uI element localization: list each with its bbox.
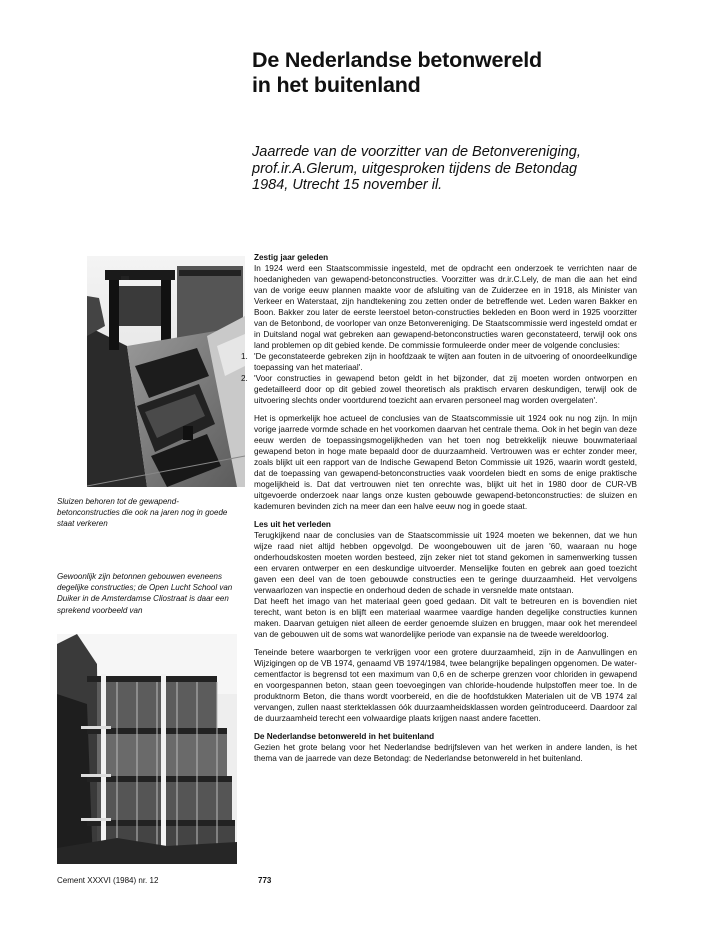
item-number: 1. (241, 352, 248, 361)
paragraph: Het is opmerkelijk hoe actueel de conclusies van de Staatscommissie uit 1924 ook nu nog zijn. In mijn vorige jaarrede vormde schade en het voorkomen daarvan het centrale thema. Ook in het begin van deze eeuw werden de toepassingsmogelijkheden van het toen nog betrekkelijk nieuwe bouwmateriaal gewapend beton in hoge mate bepaald door de duurzaamheid. Vertrouwen was er echter zonder meer, zoals blijkt uit een rapport van de Indische Gewapend Beton Commissie uit 1926, waarin wordt gesteld, dat de toepassing van gewapend-betonconstructies vaak voordelen biedt en soms de enige praktische mogelijkheid is. Dat dat vertrouwen niet ten onrechte was, blijkt uit het in 1980 door de CUR-VB uitgevoerde onderzoek naar langs onze kusten gebouwde gewapend-betonconstructies: de sluizen en kademuren bevinden zich na meer dan een halve eeuw nog in goede staat. (254, 414, 637, 511)
journal-reference: Cement XXXVI (1984) nr. 12 (57, 876, 159, 885)
section-heading-zestig-jaar: Zestig jaar geleden (254, 253, 329, 262)
subtitle-line-2: prof.ir.A.Glerum, uitgesproken tijdens de Betondag (252, 160, 578, 177)
section-heading-les-uit-het-verleden: Les uit het verleden (254, 520, 331, 529)
body-column (241, 252, 637, 764)
school-photo-caption: Gewoonlijk zijn betonnen gebouwen eveneens degelijke constructies; de Open Lucht School van Duiker in de Amsterdamse Cliostraat is daar een sprekend voorbeeld van (57, 572, 233, 615)
section-heading-buitenland: De Nederlandse betonwereld in het buitenland (254, 732, 435, 741)
lock-photo (87, 256, 245, 487)
conclusion-item-2 (241, 373, 637, 406)
paragraph: Teneinde betere waarborgen te verkrijgen voor een grotere duurzaamheid, zijn in de Aanvullingen en Wijzigingen op de VB 1974, genaamd VB 1974/1984, twee belangrijke bepalingen opgenomen. De water-cementfactor is begrensd tot een maximum van 0,6 en de scherpe grenzen voor chloriden in gewapend en voorgespannen beton, staan geen toevoegingen van chloride-houdende hulpstoffen meer toe. In de produktnorm Beton, die thans wordt voorbereid, en die de hoofdstukken Materialen uit de VB 1974 zal vervangen, zullen naast sterkteklassen óók duurzaamheidsklassen worden geïntroduceerd. Daardoor zal de duurzaamheid terecht een volwaardige plaats krijgen naast andere facetten. (254, 648, 637, 723)
page-number: 773 (258, 876, 272, 885)
item-text: 'De geconstateerde gebreken zijn in hoofdzaak te wijten aan fouten in de uitvoering of onoordeelkundige toepassing van het materiaal'. (254, 352, 637, 372)
paragraph: In 1924 werd een Staatscommissie ingesteld, met de opdracht een onderzoek te verrichten naar de hoedanigheden van gewapend-betonconstructies. Voorzitter was dr.ir.C.Lely, de man die aan het eind van de vorige eeuw plannen maakte voor de afsluiting van de Zuiderzee en in 1918, als Minister van Verkeer en Waterstaat, zijn handtekening zou zetten onder de betreffende wet. Leden waren Bakker en Boon. Bakker zou later de eerste leerstoel beton-constructies bekleden en Boon werd in 1925 voorzitter van de Betonbond, de voorloper van onze Betonvereniging. De Staatscommissie werd ingesteld omdat er in Duitsland nogal wat gebreken aan gewapend-betonconstructies waren geconstateerd, terwijl ook ons land problemen op dit gebied kende. De commissie formuleerde onder meer de volgende conclusies: (254, 264, 637, 350)
subtitle-line-3: 1984, Utrecht 15 november il. (252, 177, 443, 193)
subtitle-line-1: Jaarrede van de voorzitter van de Betonvereniging, (252, 144, 581, 160)
school-photo-image (57, 634, 237, 864)
paragraph: Terugkijkend naar de conclusies van de Staatscommissie uit 1924 moeten we bekennen, dat we hun wijze raad niet altijd hebben opgevolgd. De woongebouwen uit de jaren '60, waaraan nu hoge onderhoudskosten moeten worden besteed, zijn zeker niet tot stand gekomen in samenwerking tussen een ervaren ontwerper en een deskundige uitvoerder. Menselijke fouten en gebrek aan goed toezicht gaven een deel van de toen gebouwde constructies een te geringe duurzaamheid. Het vervolgens verwaarlozen van inspectie en onderhoud deden de schade in versnelde mate ontstaan. (254, 531, 637, 595)
paragraph: Gezien het grote belang voor het Nederlandse bedrijfsleven van het werken in andere landen, is het thema van de jaarrede van deze Betondag: de Nederlandse betonwereld in het buitenland. (254, 743, 637, 763)
lock-photo-image (87, 256, 245, 487)
article-title (252, 48, 672, 98)
paragraph: Dat heeft het imago van het materiaal geen goed gedaan. Dit valt te betreuren en is bovendien niet terecht, want beton is en blijft een materiaal waarmee vaardige handen degelijke constructies kunnen maken. Daarvan getuigen niet alleen de eerder genoemde sluizen en bruggen, maar ook het merendeel van de gebouwen uit de soms wat wanordelijke periode van expansie na de tweede wereldoorlog. (254, 597, 637, 639)
lock-photo-caption: Sluizen behoren tot de gewapend-betonconstructies die ook na jaren nog in goede staat verkeren (57, 497, 228, 529)
title-line-1: De Nederlandse betonwereld (252, 48, 542, 72)
article-subtitle (252, 144, 652, 194)
item-number: 2. (241, 374, 248, 383)
conclusion-item-1 (241, 351, 637, 373)
item-text: 'Voor constructies in gewapend beton geldt in het bijzonder, dat zij moeten worden ontworpen en gedetailleerd door op dit gebied zowel theoretisch als praktisch ervaren deskundigen, terwijl ook de uitvoering slechts onder voortdurend toezicht aan ervaren personeel mag worden overgelaten'. (254, 374, 637, 405)
school-photo (57, 634, 237, 864)
title-line-2: in het buitenland (252, 73, 421, 97)
